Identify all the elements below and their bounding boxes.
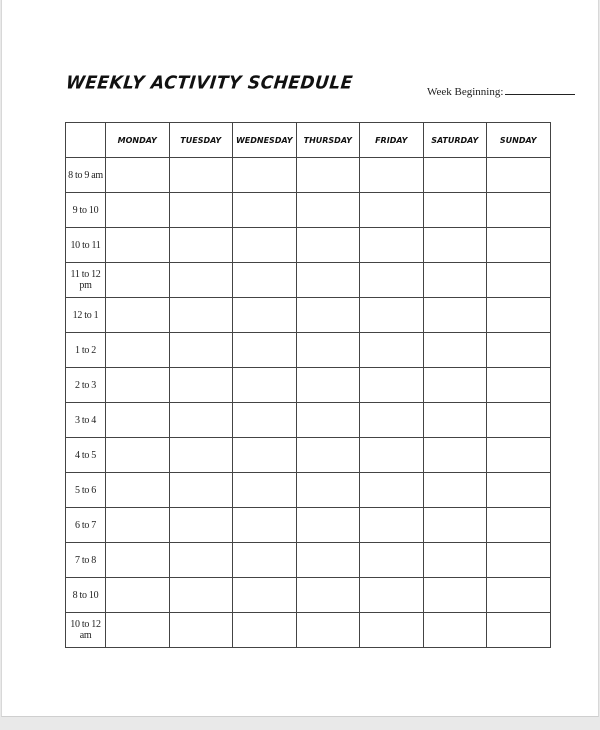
time-slot-row [66,473,551,508]
schedule-cell[interactable] [233,543,297,578]
schedule-cell[interactable] [296,228,360,263]
time-slot-row [66,368,551,403]
schedule-cell[interactable] [487,333,551,368]
schedule-cell[interactable] [106,193,170,228]
schedule-cell[interactable] [423,403,487,438]
schedule-cell[interactable] [423,578,487,613]
schedule-cell[interactable] [169,263,233,298]
schedule-cell[interactable] [106,613,170,648]
time-slot-row [66,158,551,193]
schedule-cell[interactable] [169,228,233,263]
day-header: WEDNESDAY [233,123,297,158]
schedule-cell[interactable] [487,543,551,578]
time-slot-row [66,438,551,473]
time-slot-row [66,508,551,543]
schedule-cell[interactable] [233,368,297,403]
schedule-cell[interactable] [487,578,551,613]
schedule-cell[interactable] [106,438,170,473]
schedule-cell[interactable] [487,508,551,543]
schedule-cell[interactable] [169,193,233,228]
schedule-cell[interactable] [106,578,170,613]
schedule-cell[interactable] [360,403,424,438]
time-slot-row [66,298,551,333]
schedule-cell[interactable] [487,403,551,438]
time-label: 7 to 8 [66,543,106,578]
schedule-cell[interactable] [169,578,233,613]
schedule-cell[interactable] [233,403,297,438]
schedule-cell[interactable] [106,263,170,298]
schedule-table [65,122,551,648]
schedule-cell[interactable] [423,368,487,403]
schedule-cell[interactable] [296,403,360,438]
schedule-cell[interactable] [360,368,424,403]
time-slot-row [66,193,551,228]
schedule-cell[interactable] [487,473,551,508]
schedule-cell[interactable] [233,508,297,543]
time-label: 4 to 5 [66,438,106,473]
schedule-cell[interactable] [233,228,297,263]
time-label: 1 to 2 [66,333,106,368]
day-header: TUESDAY [169,123,233,158]
schedule-cell[interactable] [360,333,424,368]
schedule-cell[interactable] [296,193,360,228]
day-header: FRIDAY [360,123,424,158]
schedule-cell[interactable] [233,613,297,648]
schedule-cell[interactable] [106,228,170,263]
time-label: 8 to 9 am [66,158,106,193]
schedule-cell[interactable] [296,508,360,543]
day-header: SATURDAY [423,123,487,158]
day-header: MONDAY [106,123,170,158]
schedule-cell[interactable] [487,368,551,403]
schedule-cell[interactable] [487,228,551,263]
schedule-cell[interactable] [360,473,424,508]
schedule-cell[interactable] [106,158,170,193]
time-slot-row [66,333,551,368]
schedule-cell[interactable] [360,438,424,473]
schedule-cell[interactable] [487,263,551,298]
schedule-cell[interactable] [296,333,360,368]
schedule-cell[interactable] [296,368,360,403]
schedule-cell[interactable] [233,578,297,613]
schedule-cell[interactable] [233,263,297,298]
corner-cell [66,123,106,158]
schedule-cell[interactable] [106,543,170,578]
time-slot-row [66,613,551,648]
schedule-cell[interactable] [487,613,551,648]
day-header: SUNDAY [487,123,551,158]
schedule-cell[interactable] [106,403,170,438]
schedule-cell[interactable] [169,508,233,543]
schedule-cell[interactable] [423,333,487,368]
schedule-cell[interactable] [296,473,360,508]
schedule-body [66,158,551,648]
time-slot-row [66,228,551,263]
schedule-cell[interactable] [169,403,233,438]
schedule-cell[interactable] [106,333,170,368]
schedule-cell[interactable] [296,543,360,578]
schedule-cell[interactable] [487,438,551,473]
time-label: 10 to 11 [66,228,106,263]
time-label: 8 to 10 [66,578,106,613]
schedule-cell[interactable] [296,438,360,473]
schedule-cell[interactable] [233,193,297,228]
time-label: 3 to 4 [66,403,106,438]
schedule-cell[interactable] [233,438,297,473]
schedule-cell[interactable] [423,508,487,543]
schedule-cell[interactable] [296,263,360,298]
schedule-cell[interactable] [106,473,170,508]
schedule-cell[interactable] [423,263,487,298]
time-label: 6 to 7 [66,508,106,543]
schedule-cell[interactable] [233,158,297,193]
time-label: 10 to 12 am [66,613,106,648]
schedule-cell[interactable] [296,158,360,193]
time-label: 9 to 10 [66,193,106,228]
time-slot-row [66,578,551,613]
page-title: WEEKLY ACTIVITY SCHEDULE [64,72,354,94]
schedule-cell[interactable] [360,193,424,228]
schedule-cell[interactable] [233,473,297,508]
schedule-cell[interactable] [360,158,424,193]
schedule-cell[interactable] [106,298,170,333]
time-label: 5 to 6 [66,473,106,508]
schedule-cell[interactable] [360,578,424,613]
schedule-cell[interactable] [423,158,487,193]
schedule-cell[interactable] [169,473,233,508]
time-slot-row [66,263,551,298]
schedule-cell[interactable] [487,193,551,228]
week-beginning-label: Week Beginning: [427,86,504,98]
week-beginning-field[interactable] [505,84,575,95]
time-label: 2 to 3 [66,368,106,403]
time-slot-row [66,543,551,578]
schedule-cell[interactable] [487,298,551,333]
schedule-cell[interactable] [169,298,233,333]
schedule-cell[interactable] [423,473,487,508]
schedule-cell[interactable] [233,298,297,333]
schedule-cell[interactable] [296,578,360,613]
schedule-cell[interactable] [106,368,170,403]
schedule-cell[interactable] [296,613,360,648]
schedule-cell[interactable] [423,298,487,333]
schedule-cell[interactable] [360,543,424,578]
schedule-cell[interactable] [360,613,424,648]
schedule-cell[interactable] [423,438,487,473]
schedule-cell[interactable] [360,263,424,298]
schedule-cell[interactable] [360,298,424,333]
schedule-cell[interactable] [169,333,233,368]
schedule-cell[interactable] [233,333,297,368]
header-row [66,123,551,158]
schedule-cell[interactable] [169,368,233,403]
document-page [1,0,599,717]
schedule-cell[interactable] [360,228,424,263]
schedule-cell[interactable] [423,543,487,578]
schedule-cell[interactable] [423,193,487,228]
schedule-cell[interactable] [106,508,170,543]
time-label: 11 to 12 pm [66,263,106,298]
schedule-cell[interactable] [296,298,360,333]
time-slot-row [66,403,551,438]
schedule-cell[interactable] [169,543,233,578]
schedule-cell[interactable] [169,613,233,648]
schedule-cell[interactable] [169,158,233,193]
schedule-cell[interactable] [423,228,487,263]
schedule-cell[interactable] [169,438,233,473]
day-header: THURSDAY [296,123,360,158]
schedule-cell[interactable] [360,508,424,543]
time-label: 12 to 1 [66,298,106,333]
week-beginning [427,84,575,98]
schedule-cell[interactable] [423,613,487,648]
schedule-cell[interactable] [487,158,551,193]
